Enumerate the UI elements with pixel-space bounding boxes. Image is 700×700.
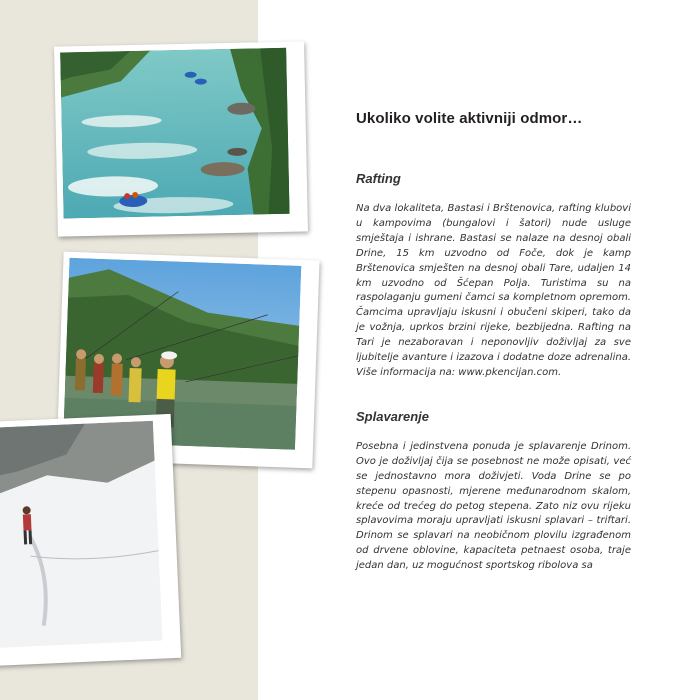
page-heading: Ukoliko volite aktivniji odmor… xyxy=(356,110,583,127)
rafting-photo xyxy=(54,41,308,236)
section-body-splavarenje: Posebna i jedinstvena ponuda je splavarenje Drinom. Ovo je doživljaj čija se posebnost ne može opisati, već se jednostavno mora doživjeti. Voda Drine se po stepenu opasnosti, mjerene međunarodnom skalom, kreće od trećeg do petog stepena. Zato niz ovu rijeku splavovima moraju upravljati iskusni splavari – triftari. Drinom se splavari na neobičnom plovilu izgrađenom od drvene oblovine, kapaciteta petnaest osoba, traje jedan dan, uz mogućnost sportskog ribolova sa xyxy=(356,440,631,572)
article-text-column xyxy=(356,110,631,602)
section-title-splavarenje: Splavarenje xyxy=(356,408,429,424)
section-title-rafting: Rafting xyxy=(356,171,401,186)
section-body-rafting: Na dva lokaliteta, Bastasi i Brštenovica, rafting klubovi u kampovima (bungalovi i šatori) nude usluge smještaja i ishrane. Bastasi se nalaze na desnoj obali Drine, 15 km uzvodno od Foče, dok je kamp Brštenovica smješten na desnoj obali Tare, udaljen 14 km uzvodno od Šćepan Polja. Turistima su na raspolaganju gumeni čamci sa kompletnom opremom. Čamcima upravljaju iskusni i obučeni skiperi, tako da je vožnja, uprkos brzini rijeke, bezbijedna. Rafting na Tari je nezaboravan i neponovljiv doživljaj za sve ljubitelje avanture i izazova i dodatne doze adrenalina. Više informacija na: www.pkencijan.com. xyxy=(356,203,631,378)
snow-hiking-photo xyxy=(0,414,181,666)
